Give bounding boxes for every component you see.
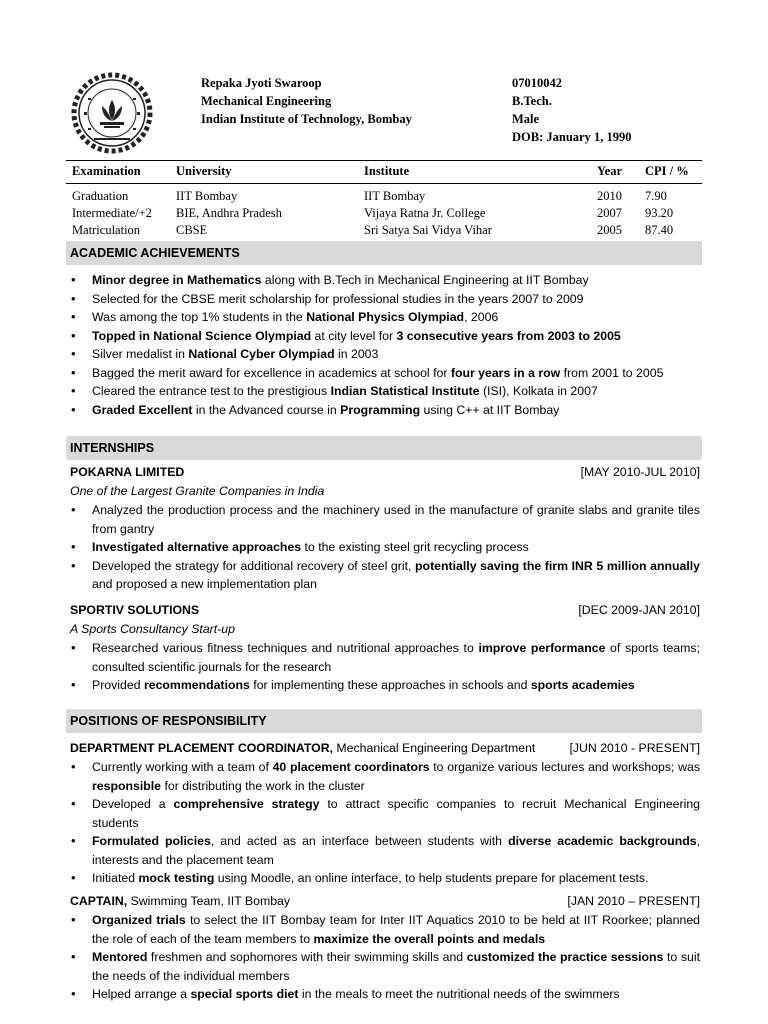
list-item-text: Currently working with a team of [92, 760, 273, 774]
table-cell: 87.40 [645, 223, 674, 237]
entry-title: POKARNA LIMITED [70, 465, 185, 479]
list-item-text: Formulated policies [92, 834, 211, 848]
iit-bombay-logo [64, 70, 160, 156]
list-item [70, 985, 700, 1004]
table-row [66, 204, 702, 221]
list-item-text: Selected for the CBSE merit scholarship for professional studies in the years 2007 to 2009 [92, 291, 584, 306]
entry-header [70, 601, 700, 620]
list-item-text: Minor degree in Mathematics [92, 273, 262, 287]
list-item-text: Investigated alternative approaches [92, 540, 302, 554]
col-header-institute: Institute [364, 164, 410, 178]
list-item-text: Organized trials [92, 913, 186, 927]
candidate-name: Repaka Jyoti Swaroop [201, 76, 322, 90]
list-item-text: (ISI), Kolkata in 2007 [479, 384, 598, 398]
list-item-text: National Physics Olympiad [306, 310, 465, 324]
entry-list [70, 758, 700, 888]
list-item-text: Helped arrange a [92, 987, 191, 1001]
list-item-text: special sports diet [190, 987, 299, 1001]
academic-block [70, 271, 700, 419]
education-header-row [66, 161, 702, 183]
list-item-text: to suit the needs of the individual members [92, 950, 700, 983]
entry-date: [JAN 2010 – PRESENT] [567, 894, 700, 908]
internship-sportiv [70, 601, 700, 695]
list-item-text: freshmen and sophomores with their swimming skills and [147, 950, 467, 964]
list-item-text: to select the IIT Bombay team for Inter IIT Aquatics 2010 to be held at IIT Roorkee; planned the role of each of the team members to [92, 913, 700, 946]
list-item [70, 538, 700, 557]
table-cell: 2010 [597, 189, 622, 203]
list-item-text: 40 placement coordinators [272, 760, 430, 774]
list-item-text: for implementing these approaches in schools and [249, 678, 531, 692]
degree: B.Tech. [512, 94, 552, 108]
list-item-text: in the meals to meet the nutritional needs of the swimmers [298, 987, 620, 1001]
col-header-cpi: CPI / % [645, 164, 689, 178]
list-item-text: to attract specific companies to recruit Mechanical Engineering students [92, 797, 700, 830]
list-item [70, 758, 700, 795]
list-item-text: Bagged the merit award for excellence in academics at school for [92, 365, 451, 380]
list-item-text: in the Advanced course in [192, 402, 341, 417]
table-cell: IIT Bombay [176, 189, 238, 203]
list-item [70, 911, 700, 948]
entry-header [70, 892, 700, 911]
list-item [70, 382, 700, 401]
table-cell: 93.20 [645, 206, 674, 220]
list-item-text: Cleared the entrance test to the prestigious [92, 384, 331, 398]
section-title-internships: INTERNSHIPS [66, 436, 702, 460]
list-item [70, 364, 700, 383]
list-item [70, 676, 700, 695]
table-cell: BIE, Andhra Pradesh [176, 206, 282, 220]
list-item-text: along with B.Tech in Mechanical Engineering at IIT Bombay [261, 273, 589, 287]
entry-header [70, 463, 700, 482]
col-header-year: Year [597, 164, 622, 178]
dob: DOB: January 1, 1990 [512, 130, 632, 144]
table-row [66, 221, 702, 238]
list-item-text: recommendations [143, 678, 250, 692]
list-item-text: , and acted as an interface between students with [210, 834, 509, 848]
list-item [70, 345, 700, 364]
gender: Male [512, 112, 540, 126]
list-item [70, 501, 700, 538]
table-cell: Graduation [72, 189, 129, 203]
list-item-text: of sports teams; consulted scientific journals for the research [92, 641, 700, 674]
entry-title-rest: Mechanical Engineering Department [333, 741, 536, 755]
list-item-text: Provided [92, 678, 144, 692]
list-item [70, 639, 700, 676]
entry-date: [DEC 2009-JAN 2010] [578, 603, 700, 617]
internship-pokarna [70, 463, 700, 594]
entry-list [70, 911, 700, 1004]
list-item-text: Developed the strategy for additional recovery of steel grit, [92, 558, 416, 573]
list-item-text: Developed a [92, 797, 174, 811]
list-item-text: Researched various fitness techniques and nutritional approaches to [92, 641, 479, 655]
position-placement [70, 739, 700, 888]
list-item-text: Initiated [92, 871, 139, 885]
entry-title-rest: Swimming Team, IIT Bombay [127, 894, 291, 908]
entry-title: SPORTIV SOLUTIONS [70, 603, 200, 617]
list-item-text: to the existing steel grit recycling process [301, 540, 529, 554]
list-item-text: sports academies [530, 678, 635, 692]
academic-list [70, 271, 700, 419]
list-item-text: responsible [92, 778, 162, 793]
list-item [70, 271, 700, 290]
list-item-text: potentially saving the firm INR 5 million annually [415, 558, 700, 573]
header-left [201, 74, 412, 128]
list-item [70, 948, 700, 985]
list-item-text: , interests and the placement team [92, 834, 700, 867]
list-item-text: Was among the top 1% students in the [92, 310, 307, 324]
table-cell: Matriculation [72, 223, 141, 237]
list-item [70, 401, 700, 420]
list-item-text: four years in a row [450, 365, 561, 380]
list-item-text: at city level for [311, 328, 397, 343]
list-item-text: in 2003 [334, 347, 379, 361]
list-item-text: for distributing the work in the cluster [161, 778, 365, 793]
table-cell: 2007 [597, 206, 622, 220]
col-header-examination: Examination [72, 164, 141, 178]
list-item-text: comprehensive strategy [173, 797, 320, 811]
entry-header [70, 739, 700, 758]
list-item-text: Mentored [92, 950, 148, 964]
list-item-text: Graded Excellent [92, 402, 193, 417]
col-header-university: University [176, 164, 232, 178]
list-item [70, 557, 700, 594]
list-item-text: diverse academic backgrounds [508, 834, 697, 848]
list-item-text: to organize various lectures and workshops; was [429, 760, 700, 774]
list-item-text: from 2001 to 2005 [560, 365, 664, 380]
list-item-text: improve performance [478, 641, 606, 655]
table-cell: CBSE [176, 223, 208, 237]
list-item-text: mock testing [138, 871, 215, 885]
entry-list [70, 501, 700, 594]
list-item-text: Silver medalist in [92, 347, 189, 361]
list-item-text: National Cyber Olympiad [188, 347, 335, 361]
list-item-text: 3 consecutive years from 2003 to 2005 [396, 328, 621, 343]
list-item [70, 327, 700, 346]
list-item [70, 869, 700, 888]
list-item [70, 832, 700, 869]
list-item-text: Topped in National Science Olympiad [92, 328, 312, 343]
list-item [70, 290, 700, 309]
section-title-positions: POSITIONS OF RESPONSIBILITY [66, 709, 702, 733]
roll-number: 07010042 [512, 76, 562, 90]
table-row [66, 187, 702, 204]
table-cell: Sri Satya Sai Vidya Vihar [364, 223, 492, 237]
entry-title: DEPARTMENT PLACEMENT COORDINATOR, [70, 741, 334, 755]
entry-date: [JUN 2010 - PRESENT] [569, 741, 700, 755]
list-item [70, 308, 700, 327]
header-right [512, 74, 631, 146]
entry-title: CAPTAIN, [70, 894, 128, 908]
list-item-text: and proposed a new implementation plan [92, 577, 317, 591]
position-captain [70, 892, 700, 1004]
department: Mechanical Engineering [201, 94, 332, 108]
list-item-text: customized the practice sessions [466, 950, 664, 964]
institute: Indian Institute of Technology, Bombay [201, 112, 412, 126]
education-table [66, 160, 702, 243]
table-cell: Intermediate/+2 [72, 206, 152, 220]
table-cell: 2005 [597, 223, 622, 237]
lotus-icon [100, 100, 124, 128]
list-item-text: Indian Statistical Institute [330, 384, 480, 398]
list-item-text: , 2006 [464, 310, 499, 324]
list-item-text: Analyzed the production process and the machinery used in the manufacture of granite slabs and granite tiles from gantry [92, 503, 700, 536]
entry-subtitle: One of the Largest Granite Companies in India [70, 484, 325, 498]
entry-list [70, 639, 700, 695]
table-cell: IIT Bombay [364, 189, 426, 203]
list-item-text: Programming [340, 402, 421, 417]
table-cell: 7.90 [645, 189, 667, 203]
list-item [70, 795, 700, 832]
list-item-text: using Moodle, an online interface, to help students prepare for placement tests. [214, 871, 649, 885]
list-item-text: using C++ at IIT Bombay [420, 402, 560, 417]
entry-date: [MAY 2010-JUL 2010] [580, 465, 700, 479]
entry-subtitle: A Sports Consultancy Start-up [70, 622, 235, 636]
table-cell: Vijaya Ratna Jr. College [364, 206, 486, 220]
section-title-academic: ACADEMIC ACHIEVEMENTS [66, 241, 702, 265]
list-item-text: maximize the overall points and medals [313, 931, 546, 946]
